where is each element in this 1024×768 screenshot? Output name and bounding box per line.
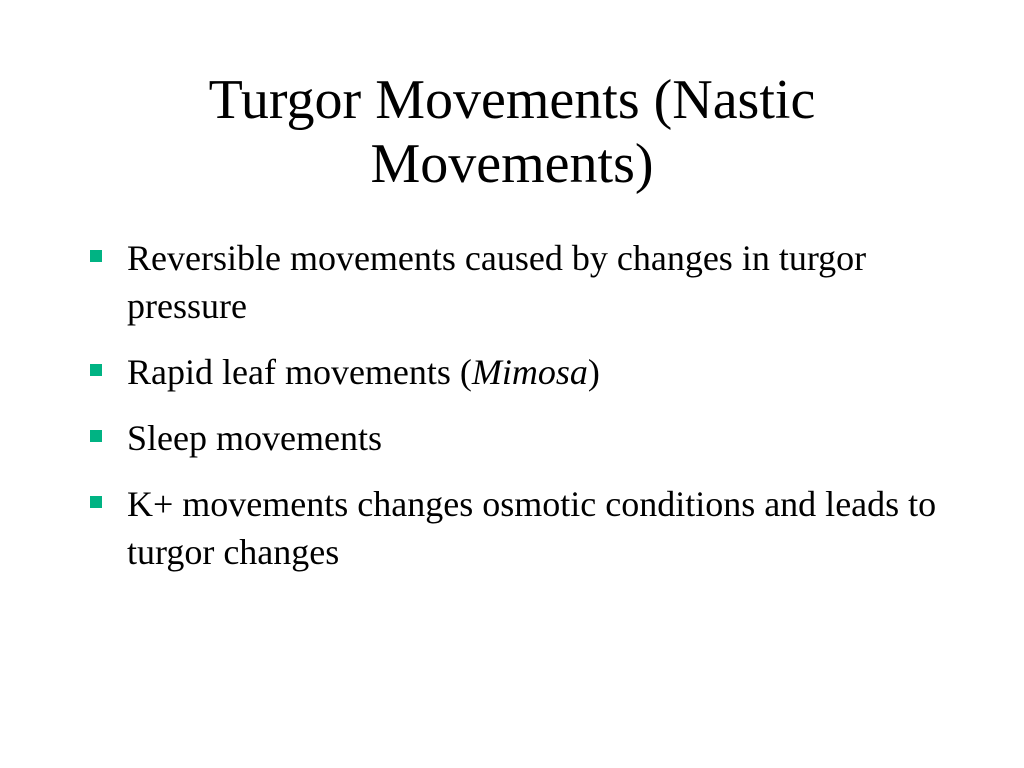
bullet-item-reversible-movements bbox=[88, 234, 938, 330]
bullet-text: Reversible movements caused by changes in turgor pressure bbox=[127, 238, 867, 326]
bullet-item-sleep-movements bbox=[88, 414, 938, 462]
bullet-text-italic: Mimosa bbox=[471, 352, 588, 392]
slide-title: Turgor Movements (Nastic Movements) bbox=[208, 69, 816, 195]
square-bullet-icon bbox=[90, 364, 102, 376]
square-bullet-icon bbox=[90, 496, 102, 508]
bullet-list bbox=[88, 234, 938, 594]
bullet-item-k-movements bbox=[88, 480, 938, 576]
bullet-text-before: Rapid leaf movements ( bbox=[127, 352, 472, 392]
bullet-item-rapid-leaf-movements bbox=[88, 348, 938, 396]
square-bullet-icon bbox=[90, 250, 102, 262]
bullet-text-after: ) bbox=[587, 352, 600, 392]
bullet-text: K+ movements changes osmotic conditions and leads to turgor changes bbox=[127, 484, 937, 572]
bullet-text: Sleep movements bbox=[127, 418, 382, 458]
square-bullet-icon bbox=[90, 430, 102, 442]
